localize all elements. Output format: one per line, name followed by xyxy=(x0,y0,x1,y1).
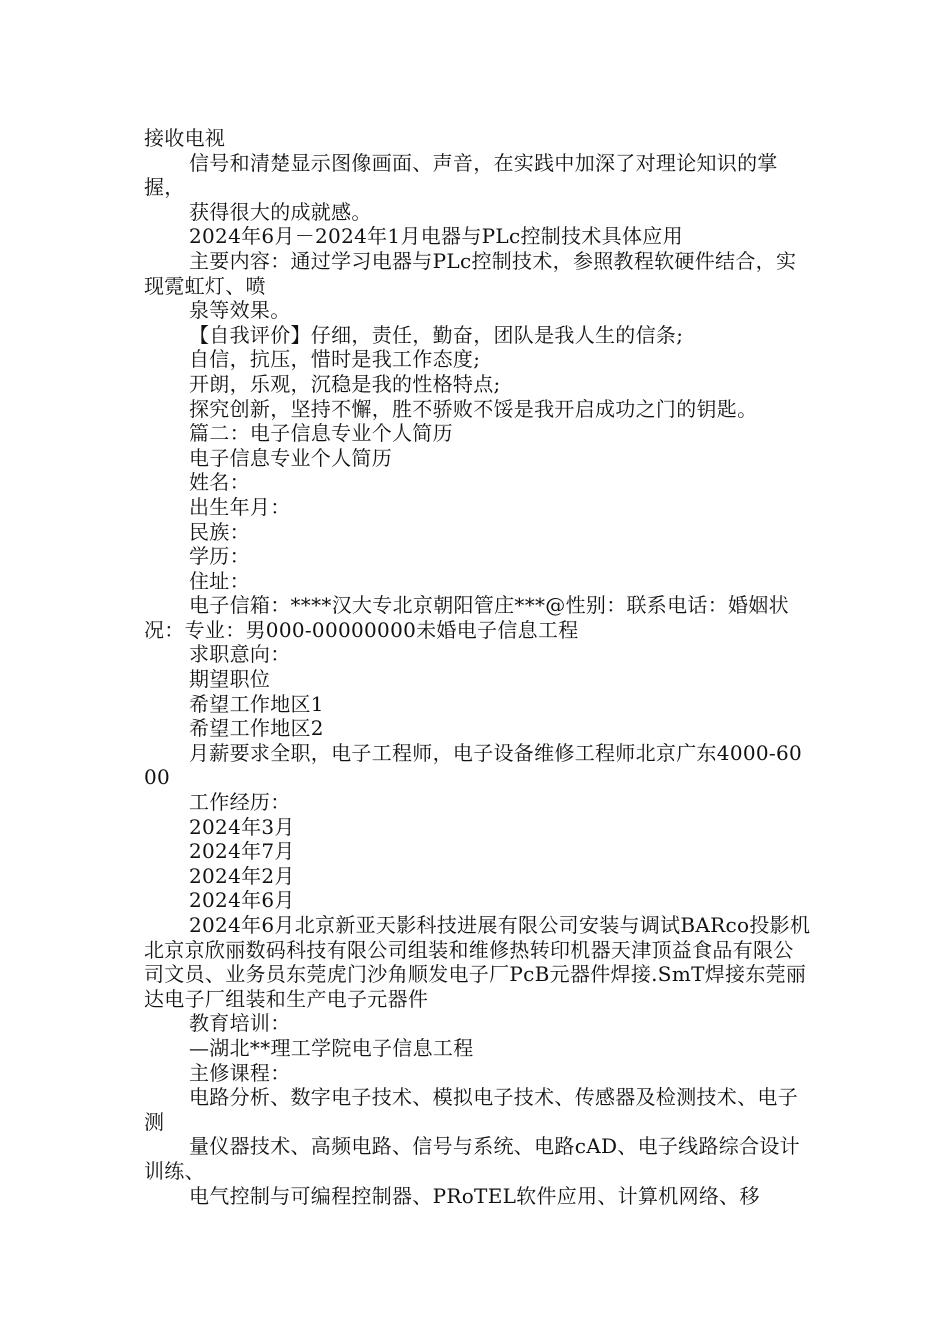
field-name: 姓名： xyxy=(189,470,250,495)
text-line: 2024年6月－2024年1月电器与PLc控制技术具体应用 xyxy=(189,224,683,249)
section-title: 电子信息专业个人简历 xyxy=(189,445,392,470)
date-line: 2024年7月 xyxy=(189,839,295,864)
field-birth: 出生年月： xyxy=(189,494,291,519)
text-line: 量仪器技术、高频电路、信号与系统、电路cAD、电子线路综合设计训练、 xyxy=(144,1134,800,1183)
date-line: 2024年3月 xyxy=(189,814,295,839)
work-history-text: 2024年6月北京新亚天影科技进展有限公司安装与调试BARco投影机北京京欣丽数码科技有限公司组装和维修热转印机器天津顶益食品有限公司文员、业务员东莞虎门沙角顺发电子厂PcB元器件焊接.SmT焊接东莞丽达电子厂组装和生产电子元器件 xyxy=(144,913,811,1011)
document-body xyxy=(144,126,812,1208)
text-line: 自信，抗压，惜时是我工作态度; xyxy=(189,347,481,372)
text-line: 开朗，乐观，沉稳是我的性格特点; xyxy=(189,371,501,396)
text-line: 期望职位 xyxy=(189,667,271,692)
text-line: 信号和清楚显示图像画面、声音，在实践中加深了对理论知识的掌握， xyxy=(144,150,778,200)
field-address: 住址： xyxy=(189,568,250,593)
field-contact: 电子信箱：****汉大专北京朝阳管庄***@性别：联系电话：婚姻状况：专业：男000-00000000未婚电子信息工程 xyxy=(144,593,789,642)
text-line: 电路分析、数字电子技术、模拟电子技术、传感器及检测技术、电子测 xyxy=(144,1085,798,1134)
date-line: 2024年2月 xyxy=(189,863,295,888)
text-line: 主修课程： xyxy=(189,1060,291,1085)
text-line: —湖北**理工学院电子信息工程 xyxy=(189,1035,474,1060)
text-line: 希望工作地区1 xyxy=(189,691,324,716)
section-heading: 篇二：电子信息专业个人简历 xyxy=(189,421,453,446)
field-ethnicity: 民族： xyxy=(189,519,250,544)
date-line: 2024年6月 xyxy=(189,888,295,913)
text-line: 【自我评价】仔细，责任，勤奋，团队是我人生的信条; xyxy=(189,322,684,347)
text-line: 主要内容：通过学习电器与PLc控制技术，参照教程软硬件结合，实现霓虹灯、喷 xyxy=(144,248,797,298)
text-line: 月薪要求全职，电子工程师，电子设备维修工程师北京广东4000-6000 xyxy=(144,740,803,790)
text-line: 接收电视 xyxy=(144,126,226,150)
text-line: 教育培训： xyxy=(189,1011,291,1036)
text-line: 获得很大的成就感。 xyxy=(189,199,372,224)
text-line: 希望工作地区2 xyxy=(189,716,324,741)
field-education: 学历： xyxy=(189,544,250,569)
text-line: 工作经历： xyxy=(189,790,291,815)
text-line: 电气控制与可编程控制器、PRoTEL软件应用、计算机网络、移 xyxy=(189,1183,760,1208)
text-line: 求职意向： xyxy=(189,642,291,667)
text-line: 探究创新，坚持不懈，胜不骄败不馁是我开启成功之门的钥匙。 xyxy=(189,396,758,421)
text-line: 泉等效果。 xyxy=(189,298,291,323)
